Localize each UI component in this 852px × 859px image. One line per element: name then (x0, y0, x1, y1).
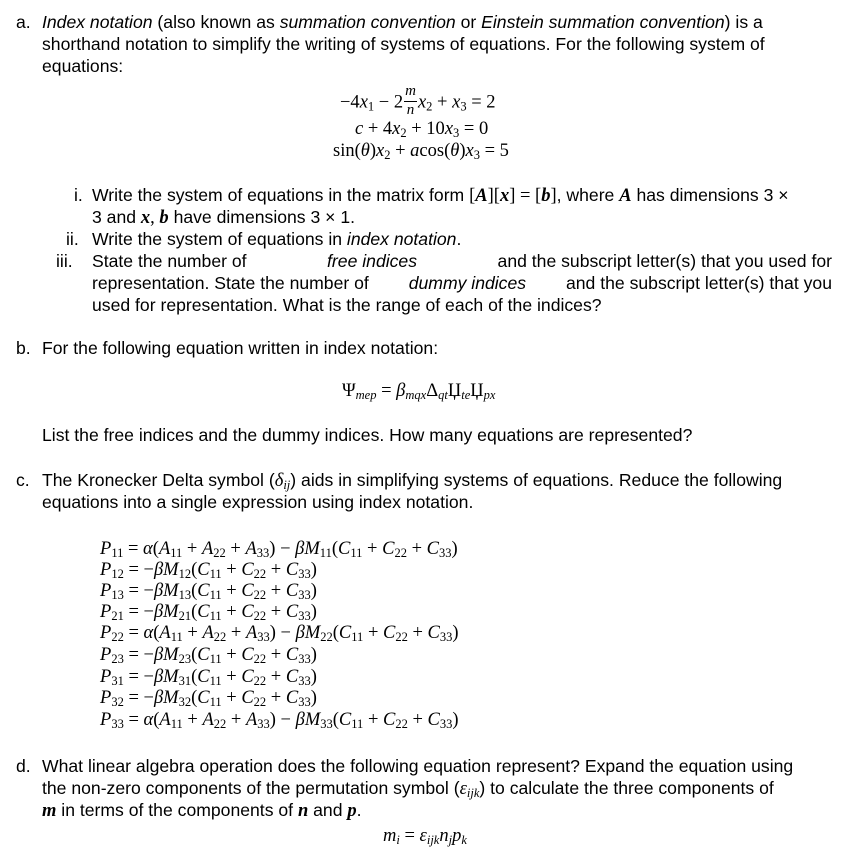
vector-m: m (42, 801, 57, 821)
term-index-notation: Index notation (42, 12, 153, 32)
part-d-line-2 (42, 777, 774, 800)
matrix-form-expression: [A][x] = [b] (469, 186, 557, 206)
equation-P31: $P_{31} = -\beta M_{31}(C_{11} + C_{22} + C_{33})$ (100, 667, 317, 688)
equation-system-row-2: $c + 4x_2 + 10x_3 = 0$ (355, 119, 489, 140)
equation-system-row-3: $\sin(\theta)x_2 + acos(\theta)x_3 = 5$ (333, 141, 509, 162)
kronecker-delta-symbol: $\delta_{ij}$ (274, 471, 291, 492)
part-d-marker: d. (16, 756, 31, 776)
text-fragment: Write the system of equations in the matrix form (92, 185, 465, 205)
text-fragment: has dimensions 3 × (636, 185, 789, 205)
term-free-indices: free indices (327, 251, 418, 271)
sub-item-iii-marker: iii. (56, 251, 73, 271)
part-d-line-1: What linear algebra operation does the following equation represent? Expand the equation using (42, 756, 794, 776)
text-fragment: Write the system of equations in (92, 229, 343, 249)
equation-P23: $P_{23} = -\beta M_{23}(C_{11} + C_{22} + C_{33})$ (100, 645, 317, 666)
equation-P21: $P_{21} = -\beta M_{21}(C_{11} + C_{22} + C_{33})$ (100, 602, 317, 623)
part-c-line-1 (42, 469, 782, 492)
text-fragment: ) to calculate the three components of (479, 778, 774, 798)
term-summation-convention: summation convention (279, 12, 456, 32)
equation-P13: $P_{13} = -\beta M_{13}(C_{11} + C_{22} + C_{33})$ (100, 581, 317, 602)
part-d-equation: $m_i = \varepsilon_{ijk}n_jp_k$ (383, 826, 467, 847)
equation-P11: $P_{11} = \alpha(A_{11} + A_{22} + A_{33}) - \beta M_{11}(C_{11} + C_{22} + C_{33})$ (100, 539, 458, 560)
part-a-line-3: equations: (42, 56, 124, 76)
sub-item-iii-line-1 (92, 250, 832, 272)
part-a-line-2: shorthand notation to simplify the writing of systems of equations. For the following system of (42, 34, 765, 54)
part-b-marker: b. (16, 338, 31, 358)
sub-item-ii-text (92, 228, 461, 250)
part-b-question: List the free indices and the dummy indices. How many equations are represented? (42, 425, 693, 445)
text-fragment: and the subscript letter(s) that you (565, 273, 832, 293)
text-fragment: in terms of the components of (61, 800, 294, 820)
part-a-line-1 (42, 11, 834, 33)
sub-item-i-line-1 (92, 184, 789, 207)
text-fragment: the non-zero components of the permutation symbol ( (42, 778, 460, 798)
term-index-notation-2: index notation (346, 229, 457, 249)
part-d-line-3 (42, 799, 362, 822)
text-fragment: . (356, 800, 362, 820)
part-c-marker: c. (16, 470, 30, 490)
text-fragment: The Kronecker Delta symbol ( (42, 470, 275, 490)
sub-item-i-line-2 (92, 206, 355, 229)
symbol-A: A (619, 186, 632, 206)
equation-P22: $P_{22} = \alpha(A_{11} + A_{22} + A_{33}) - \beta M_{22}(C_{11} + C_{22} + C_{33})$ (100, 623, 459, 644)
text-fragment: (also known as (152, 12, 280, 32)
equation-system-row-1: $-4x_1 - 2$ $\frac{m}{n}$ $x_2 + x_3 = 2$ (340, 83, 496, 118)
sub-item-iii-line-3: used for representation. What is the range of each of the indices? (92, 295, 602, 315)
sub-item-iii-line-2 (92, 272, 832, 294)
symbols-x-b: x, b (140, 208, 169, 228)
part-b-intro: For the following equation written in index notation: (42, 338, 439, 358)
part-a-marker: a. (16, 12, 31, 32)
text-fragment: representation. State the number of (92, 273, 369, 293)
text-fragment: State the number of (92, 251, 247, 271)
sub-item-ii-marker: ii. (66, 229, 79, 249)
text-fragment: . (456, 229, 462, 249)
permutation-symbol: $\varepsilon_{ijk}$ (459, 779, 480, 800)
text-fragment: 3 and (92, 207, 137, 227)
text-fragment: and (313, 800, 343, 820)
text-fragment: ) is a (724, 12, 763, 32)
part-b-equation: $\Psi_{mep} = \beta_{mqx}\Delta_{qt}Џ_{te}Џ_{px}$ (342, 381, 496, 402)
vector-p: p (347, 801, 357, 821)
text-fragment: ) aids in simplifying systems of equations. Reduce the following (290, 470, 783, 490)
text-fragment: have dimensions 3 × 1. (173, 207, 355, 227)
equation-P12: $P_{12} = -\beta M_{12}(C_{11} + C_{22} + C_{33})$ (100, 560, 317, 581)
text-fragment: or (455, 12, 482, 32)
text-fragment: and the subscript letter(s) that you used for (497, 251, 832, 271)
sub-item-i-marker: i. (74, 185, 83, 205)
equation-P32: $P_{32} = -\beta M_{32}(C_{11} + C_{22} + C_{33})$ (100, 688, 317, 709)
term-einstein-summation: Einstein summation convention (481, 12, 725, 32)
term-dummy-indices: dummy indices (408, 273, 527, 293)
vector-n: n (297, 801, 309, 821)
part-c-line-2: equations into a single expression using index notation. (42, 492, 474, 512)
equation-P33: $P_{33} = \alpha(A_{11} + A_{22} + A_{33}) - \beta M_{33}(C_{11} + C_{22} + C_{33})$ (100, 710, 459, 731)
text-fragment: , where (556, 185, 615, 205)
